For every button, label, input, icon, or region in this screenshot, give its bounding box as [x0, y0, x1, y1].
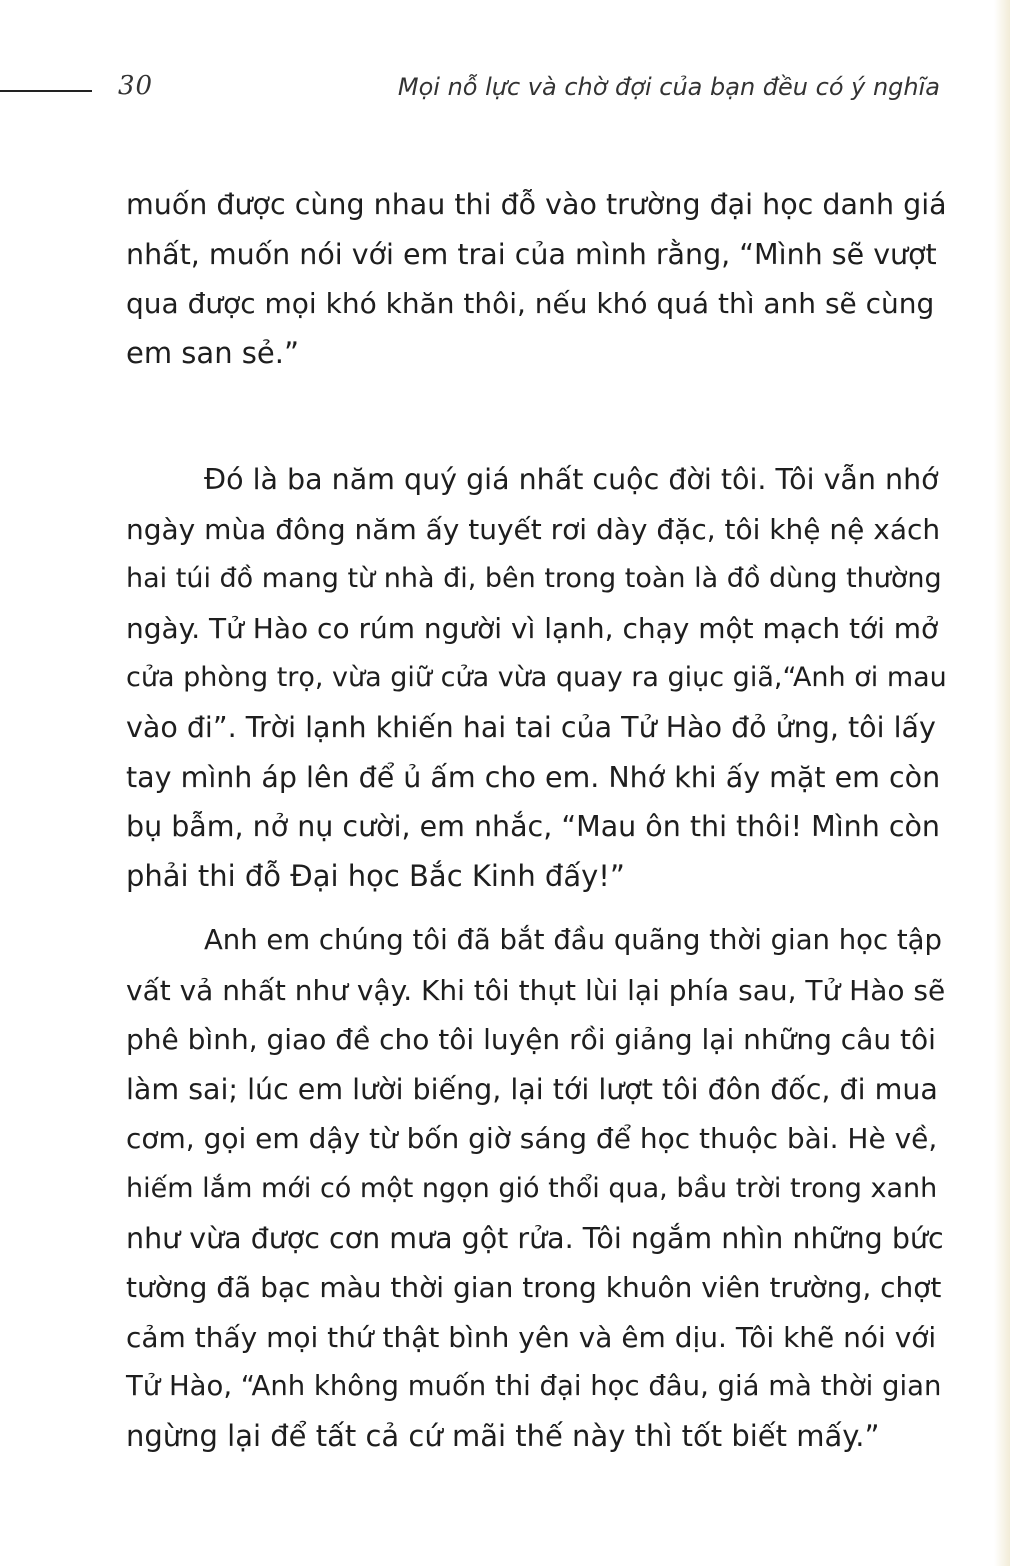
text-line: nhất, muốn nói với em trai của mình rằng, “Mình sẽ vượt [126, 237, 937, 271]
text-line: hiếm lắm mới có một ngọn gió thổi qua, bầu trời trong xanh [126, 1172, 938, 1204]
text-line: qua được mọi khó khăn thôi, nếu khó quá thì anh sẽ cùng [126, 287, 935, 321]
text-line: cơm, gọi em dậy từ bốn giờ sáng để học thuộc bài. Hè về, [126, 1122, 938, 1156]
header-rule [0, 90, 92, 92]
text-line: ngày. Tử Hào co rúm người vì lạnh, chạy một mạch tới mở [126, 611, 939, 645]
text-line: em san sẻ.” [126, 335, 299, 370]
paragraph-2 [126, 455, 948, 901]
text-line: cảm thấy mọi thứ thật bình yên và êm dịu. Tôi khẽ nói với [126, 1320, 937, 1354]
page-edge-shadow [994, 0, 1010, 1566]
text-line: Tử Hào, “Anh không muốn thi đại học đâu, giá mà thời gian [126, 1370, 942, 1403]
text-line: muốn được cùng nhau thi đỗ vào trường đại học danh giá [126, 188, 947, 221]
paragraph-3 [126, 916, 948, 1462]
text-line: tay mình áp lên để ủ ấm cho em. Nhớ khi ấy mặt em còn [126, 760, 941, 794]
text-line: hai túi đồ mang từ nhà đi, bên trong toàn là đồ dùng thường [126, 563, 942, 595]
text-line: phê bình, giao đề cho tôi luyện rồi giảng lại những câu tôi [126, 1023, 936, 1057]
running-title: Mọi nỗ lực và chờ đợi của bạn đều có ý nghĩa [397, 73, 940, 101]
page-number: 30 [118, 71, 154, 101]
text-line: Đó là ba năm quý giá nhất cuộc đời tôi. Tôi vẫn nhớ [204, 463, 939, 496]
text-line: bụ bẫm, nở nụ cười, em nhắc, “Mau ôn thi thôi! Mình còn [126, 810, 940, 844]
text-line: ngừng lại để tất cả cứ mãi thế này thì tốt biết mấy.” [126, 1418, 880, 1453]
text-line: làm sai; lúc em lười biếng, lại tới lượt tôi đôn đốc, đi mua [126, 1072, 938, 1106]
text-line: Anh em chúng tôi đã bắt đầu quãng thời gian học tập [204, 924, 942, 956]
text-line: cửa phòng trọ, vừa giữ cửa vừa quay ra giục giã,“Anh ơi mau [126, 662, 947, 694]
text-line: vào đi”. Trời lạnh khiến hai tai của Tử Hào đỏ ửng, tôi lấy [126, 710, 936, 744]
paragraph-1 [126, 180, 948, 378]
text-line: tường đã bạc màu thời gian trong khuôn viên trường, chợt [126, 1271, 942, 1305]
text-line: ngày mùa đông năm ấy tuyết rơi dày đặc, tôi khệ nệ xách [126, 512, 941, 546]
text-line: vất vả nhất như vậy. Khi tôi thụt lùi lại phía sau, Tử Hào sẽ [126, 973, 946, 1007]
text-line: như vừa được cơn mưa gột rửa. Tôi ngắm nhìn những bức [126, 1221, 944, 1255]
text-line: phải thi đỗ Đại học Bắc Kinh đấy!” [126, 858, 625, 893]
